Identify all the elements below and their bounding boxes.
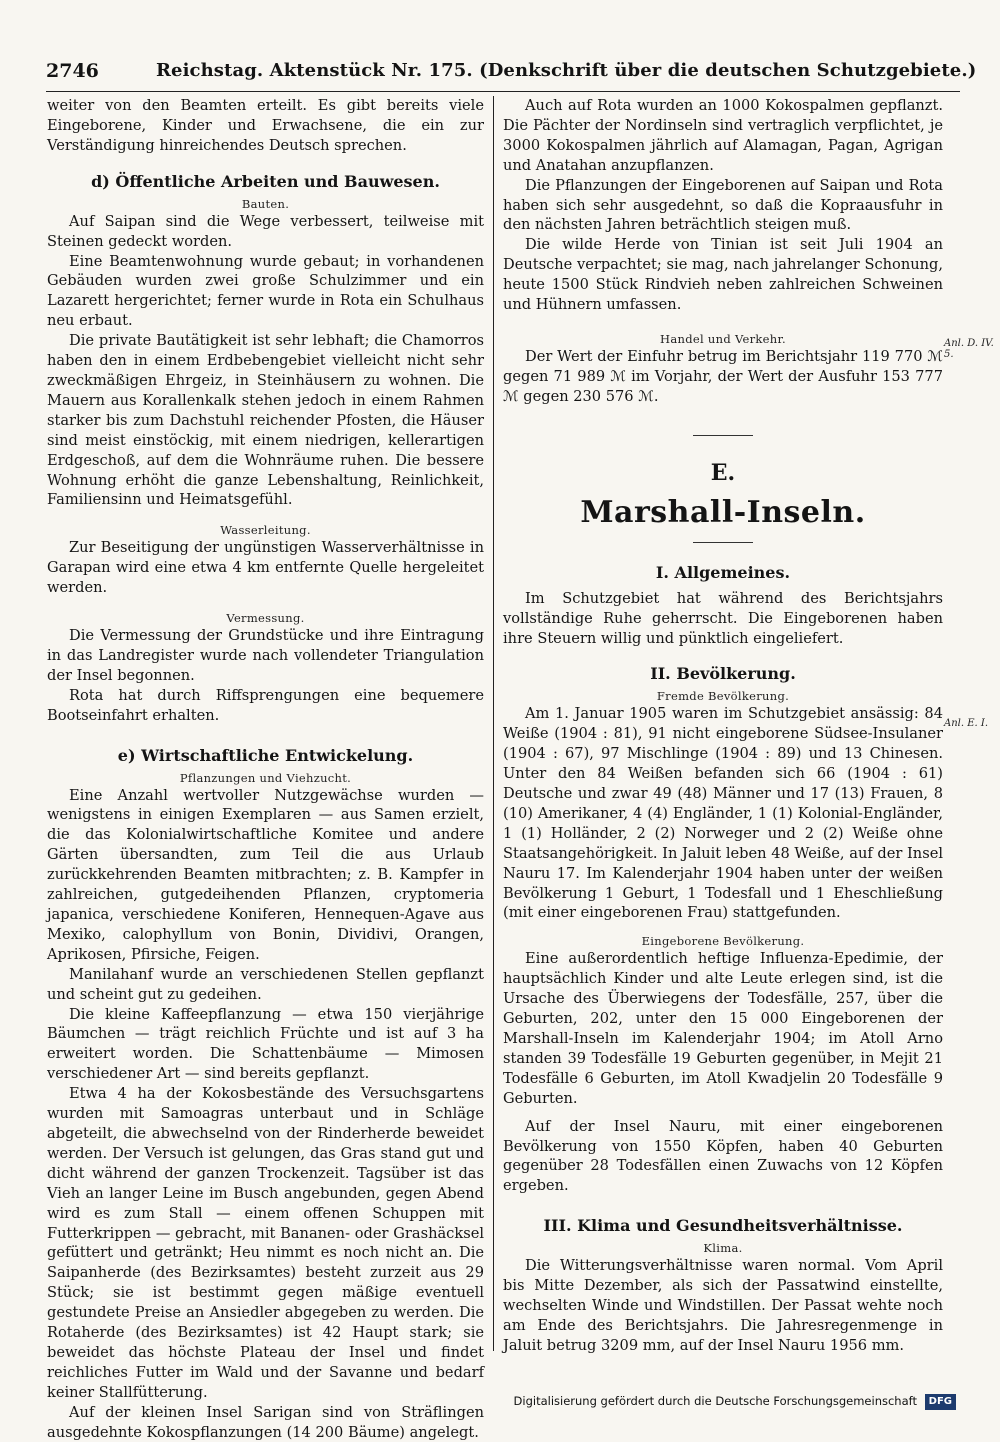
part-title: Marshall-Inseln. (580, 494, 866, 530)
right-column (503, 96, 943, 1356)
paragraph: Im Schutzgebiet hat während des Berichtsjahrs vollständige Ruhe geherrscht. Die Eingeborenen haben ihre Steuern willig und pünktlich eingeliefert. (503, 589, 943, 647)
paragraph: Auf Saipan sind die Wege verbessert, teilweise mit Steinen gedeckt worden. (47, 212, 484, 250)
paragraph: Rota hat durch Riffsprengungen eine bequemere Bootseinfahrt erhalten. (47, 686, 484, 724)
dfg-logo: DFG (925, 1394, 956, 1410)
margin-note: Anl. E. I. (944, 718, 989, 729)
paragraph: Auf der Insel Nauru, mit einer eingeborenen Bevölkerung von 1550 Köpfen, haben 40 Geburten gegenüber 28 Todesfällen einen Zuwachs von 12 Köpfen ergeben. (503, 1117, 943, 1195)
section-heading: III. Klima und Gesundheitsverhältnisse. (543, 1216, 903, 1236)
footer (514, 1392, 956, 1410)
section-heading: I. Allgemeines. (655, 562, 791, 582)
subheading: Bauten. (241, 196, 290, 211)
subheading: Klima. (703, 1241, 743, 1256)
section-heading: II. Bevölkerung. (650, 664, 796, 684)
paragraph: Die wilde Herde von Tinian ist seit Juli 1904 an Deutsche verpachtet; sie mag, nach jahrelanger Schonung, heute 1500 Stück Rindvieh neben zahlreichen Schweinen und Hühnern umfassen. (503, 236, 943, 314)
paragraph: Eine Beamtenwohnung wurde gebaut; in vorhandenen Gebäuden wurden zwei große Schulzimmer und ein Lazarett hergerichtet; ferner wurde in Rota ein Schulhaus neu erbaut. (47, 252, 484, 330)
section-heading: e) Wirtschaftliche Entwickelung. (117, 745, 414, 765)
section-heading: d) Öffentliche Arbeiten und Bauwesen. (91, 171, 440, 191)
subheading: Wasserleitung. (220, 523, 311, 538)
paragraph: Am 1. Januar 1905 waren im Schutzgebiet ansässig: 84 Weiße (1904 : 81), 91 nicht eingeborene Südsee-Insulaner (1904 : 67), 97 Mischlinge (1904 : 89) und 13 Chinesen. Unter den 84 Weißen befanden sich 66 (1904 : 61) Deutsche und zwar 49 (48) Männer und 17 (13) Frauen, 8 (10) Amerikaner, 4 (4) Engländer, 1 (1) Kolonial-Engländer, 1 (1) Holländer, 2 (2) Norweger und 2 (2) Weiße ohne Staatsangehörigkeit. In Jaluit leben 48 Weiße, auf der Insel Nauru 17. Im Kalenderjahr 1904 haben unter der weißen Bevölkerung 1 Geburt, 1 Todesfall und 1 Eheschließung (mit einer eingeborenen Frau) stattgefunden. (503, 705, 943, 922)
page-number: 2746 (46, 60, 99, 82)
paragraph: Die Witterungsverhältnisse waren normal. Vom April bis Mitte Dezember, als sich der Passatwind einstellte, wechselten Winde und Windstillen. Der Passat wehte noch am Ende des Berichtsjahrs. Die Jahresregenmenge in Jaluit betrug 3209 mm, auf der Insel Nauru 1956 mm. (503, 1257, 943, 1354)
paragraph: Auf der kleinen Insel Sarigan sind von Sträflingen ausgedehnte Kokospflanzungen (14 200 Bäume) angelegt. (47, 1403, 484, 1441)
paragraph: Etwa 4 ha der Kokosbestände des Versuchsgartens wurden mit Samoagras unterbaut und in Schläge abgeteilt, die abwechselnd von der Rinderherde beweidet werden. Der Versuch ist gelungen, das Gras stand gut und dicht während der ganzen Trockenzeit. Tagsüber ist das Vieh an langer Leine im Busch angebunden, gegen Abend wird es zum Stall — einem offenen Schuppen mit Futterkrippen — gebracht, mit Bananen- oder Grashäcksel gefüttert und getränkt; Heu nimmt es noch nicht an. Die Saipanherde (des Bezirksamtes) besteht zurzeit aus 29 Stück; sie ist bestimmt gegen mäßige eventuell gestundete Preise an Ansiedler abgegeben zu werden. Die Rotaherde (des Bezirksamtes) ist 42 Haupt stark; sie beweidet das höchste Plateau der Insel und findet reichliches Futter im Wald und der Savanne und bedarf keiner Stallfütterung. (47, 1085, 484, 1401)
paragraph: Die private Bautätigkeit ist sehr lebhaft; die Chamorros haben den in einem Erdbebengebiet vielleicht nicht sehr zweckmäßigen Ehrgeiz, in Steinhäusern zu wohnen. Die Mauern aus Korallenkalk stehen jedoch in einem Rahmen starker bis zum Dachstuhl reichender Pfosten, die Häuser sind meist einstöckig, mit einem niedrigen, kellerartigen Erdgeschoß, auf dem die Wohnräume ruhen. Die bessere Wohnung erhöht die ganze Lebenshaltung, Reinlichkeit, Familiensinn und Heimatsgefühl. (47, 332, 484, 509)
paragraph: Eine Anzahl wertvoller Nutzgewächse wurden — wenigstens in einigen Exemplaren — aus Samen erzielt, die das Kolonialwirtschaftliche Komitee und andere Gärten übersandten, zum Teil die aus Urlaub zurückkehrenden Beamten mitbrachten; z. B. Kampfer in zahlreichen, gutgedeihenden Pflanzen, cryptomeria japanica, verschiedene Koniferen, Hennequen-Agave aus Mexiko, calophyllum von Bonin, Dividivi, Orangen, Aprikosen, Pfirsiche, Feigen. (47, 786, 484, 963)
running-title: Reichstag. Aktenstück Nr. 175. (Denkschrift über die deutschen Schutzgebiete.) (156, 60, 977, 81)
paragraph: weiter von den Beamten erteilt. Es gibt bereits viele Eingeborene, Kinder und Erwachsene, die ein zur Verständigung hinreichendes Deutsch sprechen. (47, 97, 484, 154)
margin-note: Anl. D. IV. 5. (944, 338, 994, 360)
paragraph: Die Pflanzungen der Eingeborenen auf Saipan und Rota haben sich sehr ausgedehnt, so daß die Kopraausfuhr in den nächsten Jahren beträchtlich steigen muß. (503, 176, 943, 234)
subheading: Pflanzungen und Viehzucht. (179, 770, 352, 785)
subheading: Handel und Verkehr. (660, 331, 786, 346)
subheading: Fremde Bevölkerung. (656, 689, 790, 704)
paragraph: Zur Beseitigung der ungünstigen Wasserverhältnisse in Garapan wird eine etwa 4 km entfernte Quelle hergeleitet werden. (47, 539, 484, 597)
subheading: Eingeborene Bevölkerung. (641, 934, 805, 949)
paragraph: Die Vermessung der Grundstücke und ihre Eintragung in das Landregister wurde nach vollendeter Triangulation der Insel begonnen. (47, 627, 484, 684)
paragraph: Der Wert der Einfuhr betrug im Berichtsjahr 119 770 ℳ gegen 71 989 ℳ im Vorjahr, der Wert der Ausfuhr 153 777 ℳ gegen 230 576 ℳ. (503, 347, 943, 405)
paragraph: Eine außerordentlich heftige Influenza-Epedimie, der hauptsächlich Kinder und alte Leute erlegen sind, ist die Ursache des Überwiegens der Todesfälle, 257, über die Geburten, 202, unter den 15 000 Eingeborenen der Marshall-Inseln im Kalenderjahr 1904; im Atoll Arno standen 39 Todesfälle 19 Geburten gegenüber, in Mejit 21 Todesfälle 6 Geburten, im Atoll Kwadjelin 20 Todesfälle 9 Geburten. (503, 950, 943, 1107)
left-column (47, 96, 484, 1442)
paragraph: Die kleine Kaffeepflanzung — etwa 150 vierjährige Bäumchen — trägt reichlich Früchte und ist auf 3 ha erweitert worden. Die Schattenbäume — Mimosen verschiedener Art — sind bereits gepflanzt. (47, 1005, 484, 1083)
paragraph: Auch auf Rota wurden an 1000 Kokospalmen gepflanzt. Die Pächter der Nordinseln sind vertraglich verpflichtet, je 3000 Kokospalmen jährlich auf Alamagan, Pagan, Agrigan und Anatahan anzupflanzen. (503, 97, 943, 174)
part-letter: E. (710, 459, 736, 486)
subheading: Vermessung. (226, 611, 305, 626)
column-divider (493, 96, 494, 1351)
paragraph: Manilahanf wurde an verschiedenen Stellen gepflanzt und scheint gut zu gedeihen. (47, 965, 484, 1003)
header-rule (46, 91, 960, 92)
footer-text: Digitalisierung gefördert durch die Deutsche Forschungsgemeinschaft (513, 1394, 917, 1408)
page-header (46, 58, 977, 90)
